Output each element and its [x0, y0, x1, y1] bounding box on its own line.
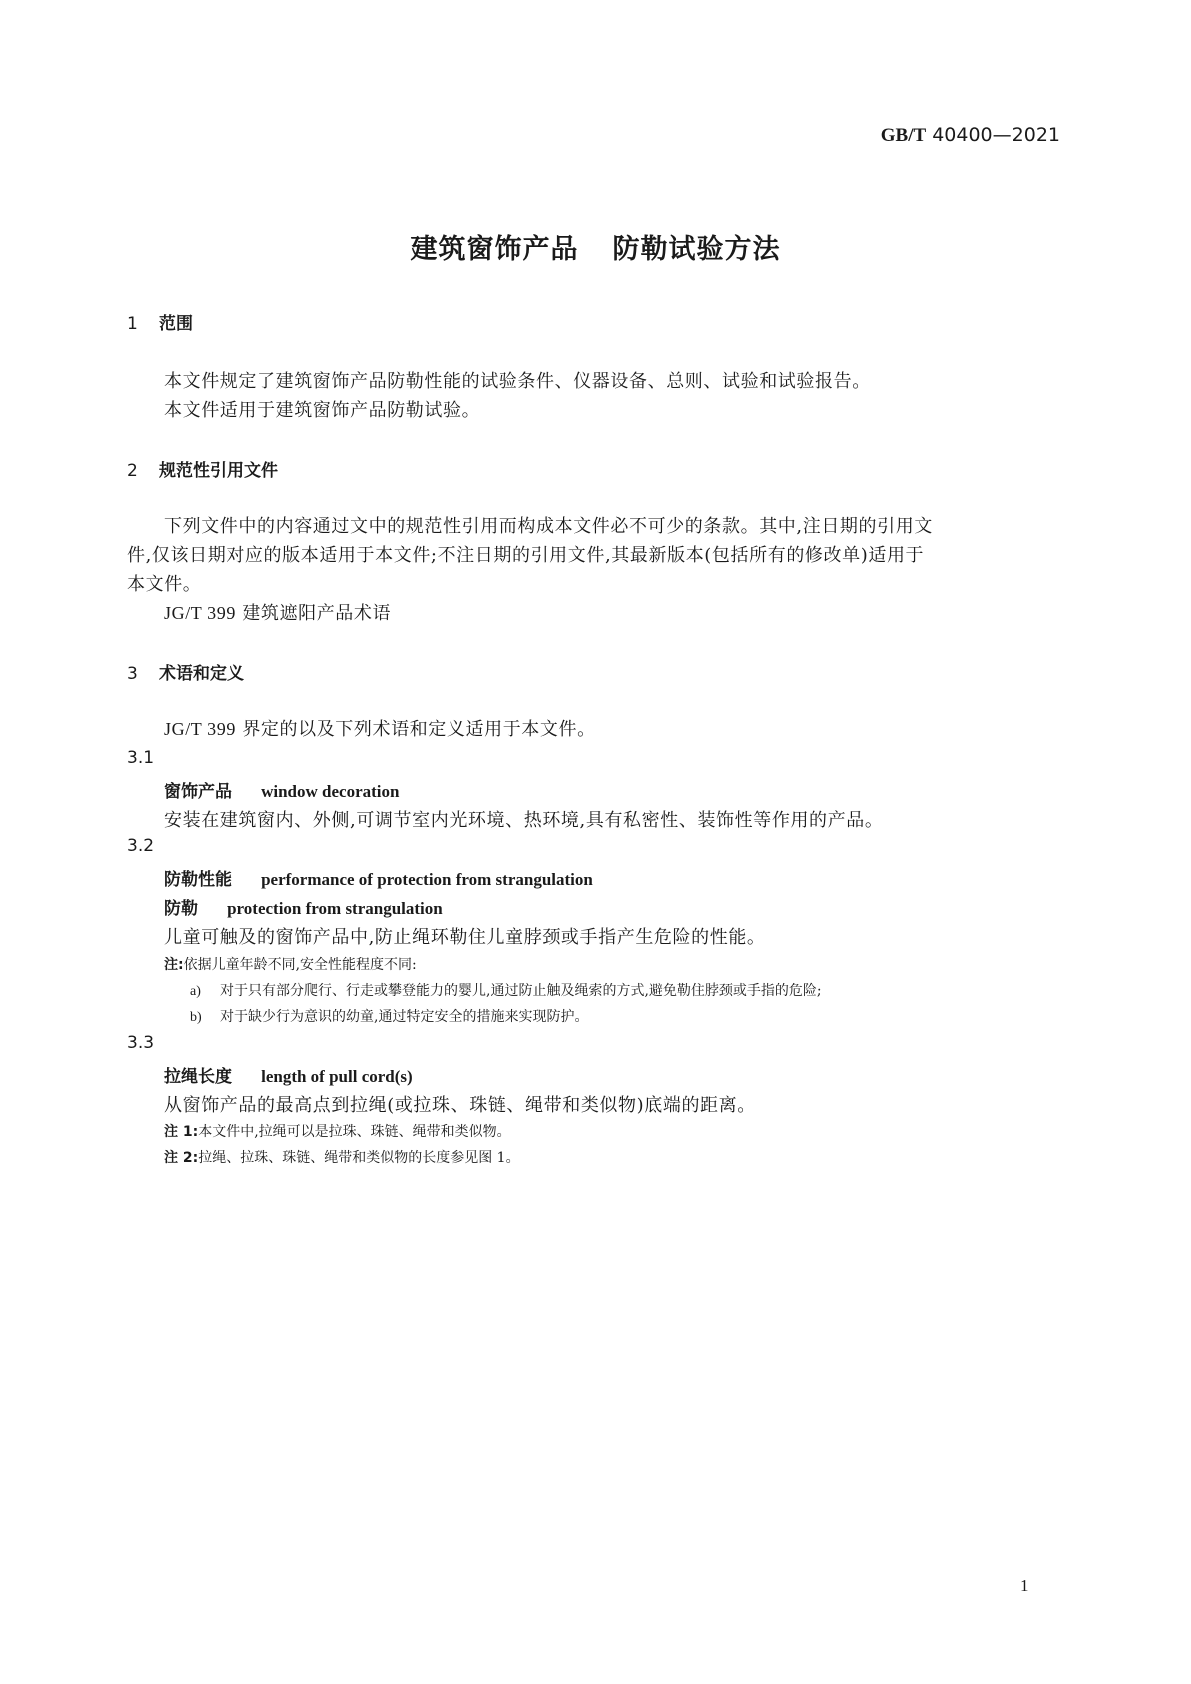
- document-title-part1: 建筑窗饰产品: [410, 234, 579, 265]
- term-alt-heading: [164, 894, 443, 919]
- normative-reference: [164, 599, 391, 625]
- document-title: [0, 227, 1191, 266]
- note-text: 拉绳、拉珠、珠链、绳带和类似物的长度参见图 1。: [198, 1150, 520, 1166]
- section-number: 2: [127, 461, 138, 481]
- term-note: [164, 1147, 520, 1167]
- term-number: 3.2: [127, 836, 155, 856]
- section-title: 规范性引用文件: [159, 461, 278, 481]
- term-definition: 儿童可触及的窗饰产品中,防止绳环勒住儿童脖颈或手指产生危险的性能。: [164, 927, 766, 948]
- note-label: 注 1:: [164, 1124, 199, 1140]
- section-title: 术语和定义: [159, 664, 244, 684]
- list-mark: b): [190, 1010, 202, 1025]
- section-2-line: 本文件。: [127, 574, 202, 595]
- section-1-paragraph: 本文件适用于建筑窗饰产品防勒试验。: [164, 400, 481, 421]
- section-3-heading: [127, 659, 244, 684]
- term-english: window decoration: [261, 782, 400, 801]
- section-title: 范围: [159, 314, 193, 334]
- note-list-item: [190, 980, 822, 1000]
- term-chinese: 拉绳长度: [164, 1067, 232, 1087]
- term-chinese: 防勒性能: [164, 870, 232, 890]
- intro-text: 界定的以及下列术语和定义适用于本文件。: [242, 719, 596, 740]
- section-2-heading: [127, 456, 278, 481]
- list-mark: a): [190, 984, 201, 999]
- term-number: 3.1: [127, 748, 155, 768]
- term-note: [164, 1121, 511, 1141]
- standard-code-number: 40400—2021: [932, 124, 1060, 146]
- term-heading: [164, 777, 399, 802]
- reference-title: 建筑遮阳产品术语: [242, 603, 392, 624]
- section-number: 3: [127, 664, 138, 684]
- section-3-intro: [164, 715, 596, 741]
- term-heading: [164, 865, 593, 890]
- term-definition: 从窗饰产品的最高点到拉绳(或拉珠、珠链、绳带和类似物)底端的距离。: [164, 1095, 756, 1116]
- section-1-heading: [127, 309, 193, 334]
- section-2-line: 下列文件中的内容通过文中的规范性引用而构成本文件必不可少的条款。其中,注日期的引用文: [164, 516, 933, 537]
- term-chinese: 窗饰产品: [164, 782, 232, 802]
- term-note: [164, 954, 417, 974]
- note-text: 依据儿童年龄不同,安全性能程度不同:: [183, 957, 417, 973]
- intro-code: JG/T 399: [164, 719, 236, 739]
- note-label: 注 2:: [164, 1150, 199, 1166]
- term-english: length of pull cord(s): [261, 1067, 413, 1086]
- section-1-paragraph: 本文件规定了建筑窗饰产品防勒性能的试验条件、仪器设备、总则、试验和试验报告。: [164, 371, 871, 392]
- note-list-item: [190, 1006, 588, 1026]
- standard-code: [880, 124, 1060, 147]
- list-text: 对于缺少行为意识的幼童,通过特定安全的措施来实现防护。: [220, 1009, 589, 1025]
- term-definition: 安装在建筑窗内、外侧,可调节室内光环境、热环境,具有私密性、装饰性等作用的产品。: [164, 810, 884, 831]
- section-number: 1: [127, 314, 138, 334]
- standard-code-prefix: GB/T: [880, 125, 927, 146]
- term-number: 3.3: [127, 1033, 155, 1053]
- term-alt-english: protection from strangulation: [227, 899, 443, 918]
- section-2-line: 件,仅该日期对应的版本适用于本文件;不注日期的引用文件,其最新版本(包括所有的修改单)适用于: [127, 545, 925, 566]
- note-text: 本文件中,拉绳可以是拉珠、珠链、绳带和类似物。: [198, 1124, 511, 1140]
- list-text: 对于只有部分爬行、行走或攀登能力的婴儿,通过防止触及绳索的方式,避免勒住脖颈或手指的危险;: [220, 983, 822, 999]
- term-heading: [164, 1062, 413, 1087]
- page-number: 1: [1020, 1576, 1029, 1595]
- note-label: 注:: [164, 957, 184, 973]
- document-title-part2: 防勒试验方法: [612, 234, 781, 265]
- term-alt-chinese: 防勒: [164, 899, 198, 919]
- reference-code: JG/T 399: [164, 603, 236, 623]
- term-english: performance of protection from strangulation: [261, 870, 593, 889]
